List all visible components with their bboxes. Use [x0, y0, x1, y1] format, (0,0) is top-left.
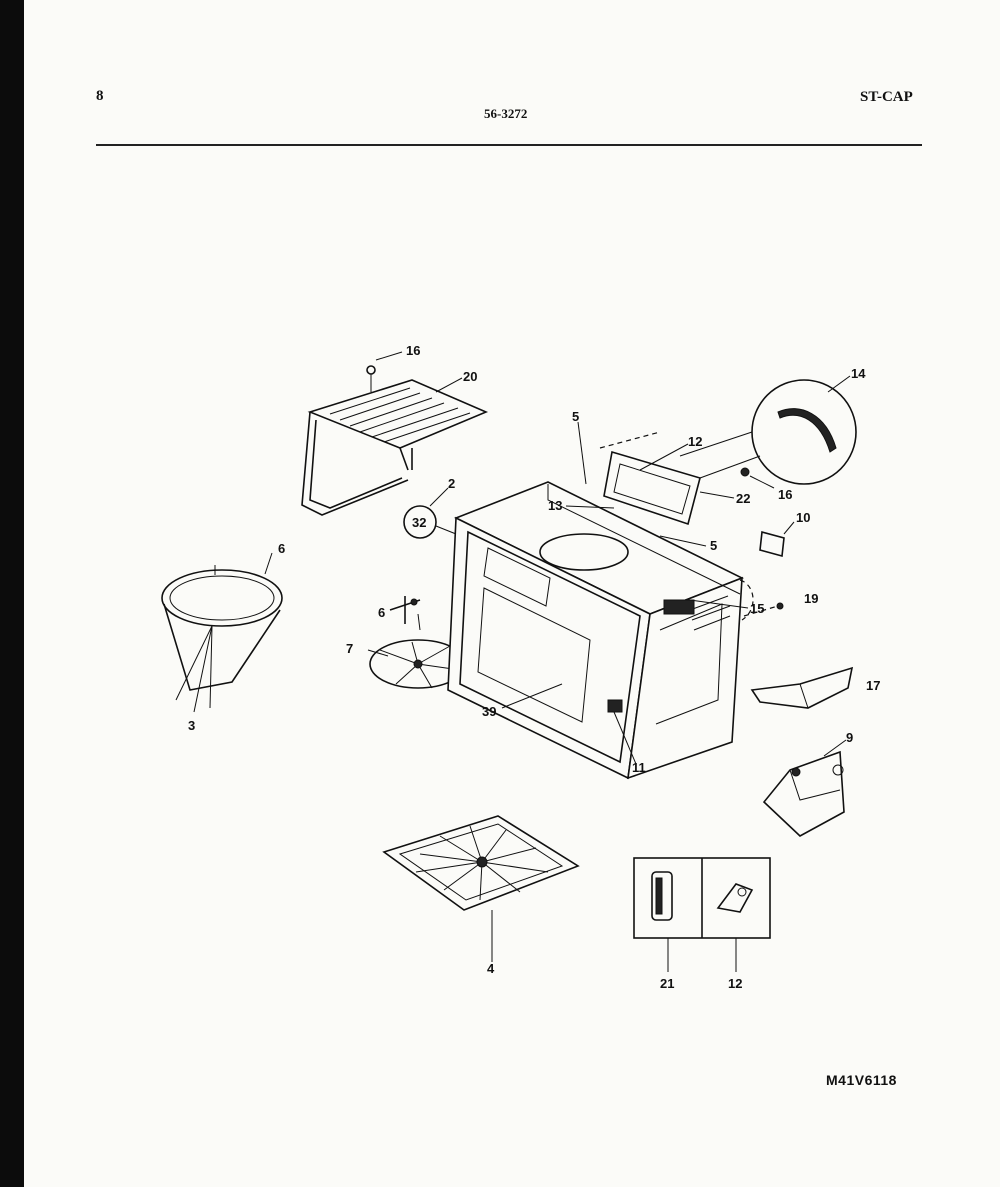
- callout-9: 9: [846, 730, 854, 745]
- callout-12-lower: 12: [728, 976, 743, 991]
- callout-12-upper: 12: [688, 434, 703, 449]
- turntable-tray-part: [384, 816, 578, 962]
- callout-10: 10: [796, 510, 811, 525]
- callout-16-side: 16: [778, 487, 793, 502]
- bracket-9-part: [764, 740, 846, 836]
- callout-39: 39: [482, 704, 497, 719]
- callout-5-upper: 5: [572, 409, 580, 424]
- detail-magnifier-14: [752, 376, 856, 484]
- callout-15: 15: [750, 601, 765, 616]
- turntable-support-part: [162, 553, 282, 712]
- clip-10-part: [760, 522, 794, 556]
- page-number: 8: [96, 88, 104, 104]
- callout-5-lower: 5: [710, 538, 718, 553]
- callout-17: 17: [866, 678, 881, 693]
- callout-3: 3: [188, 718, 196, 733]
- callout-13: 13: [548, 498, 563, 513]
- callout-22: 22: [736, 491, 751, 506]
- callout-11: 11: [632, 760, 646, 775]
- model-category: ST-CAP: [860, 89, 913, 105]
- coupler-part: [390, 596, 420, 630]
- document-code: 56-3272: [484, 106, 528, 121]
- panel-bracket-part: [600, 432, 760, 524]
- callout-6-coupler: 6: [378, 605, 386, 620]
- callout-32: 32: [412, 515, 427, 530]
- duct-17-part: [752, 668, 852, 708]
- diagram-reference: M41V6118: [826, 1072, 897, 1088]
- callout-16-top: 16: [406, 343, 421, 358]
- callout-19: 19: [804, 591, 819, 606]
- inset-parts-box: [634, 858, 770, 972]
- callout-6-ring: 6: [278, 541, 286, 556]
- callout-21: 21: [660, 976, 675, 991]
- callout-7: 7: [346, 641, 354, 656]
- oven-cabinet-part: [448, 482, 753, 778]
- top-cover-part: [302, 366, 486, 515]
- callout-4: 4: [487, 961, 495, 976]
- callout-2: 2: [448, 476, 456, 491]
- callout-20: 20: [463, 369, 478, 384]
- callout-14: 14: [851, 366, 866, 381]
